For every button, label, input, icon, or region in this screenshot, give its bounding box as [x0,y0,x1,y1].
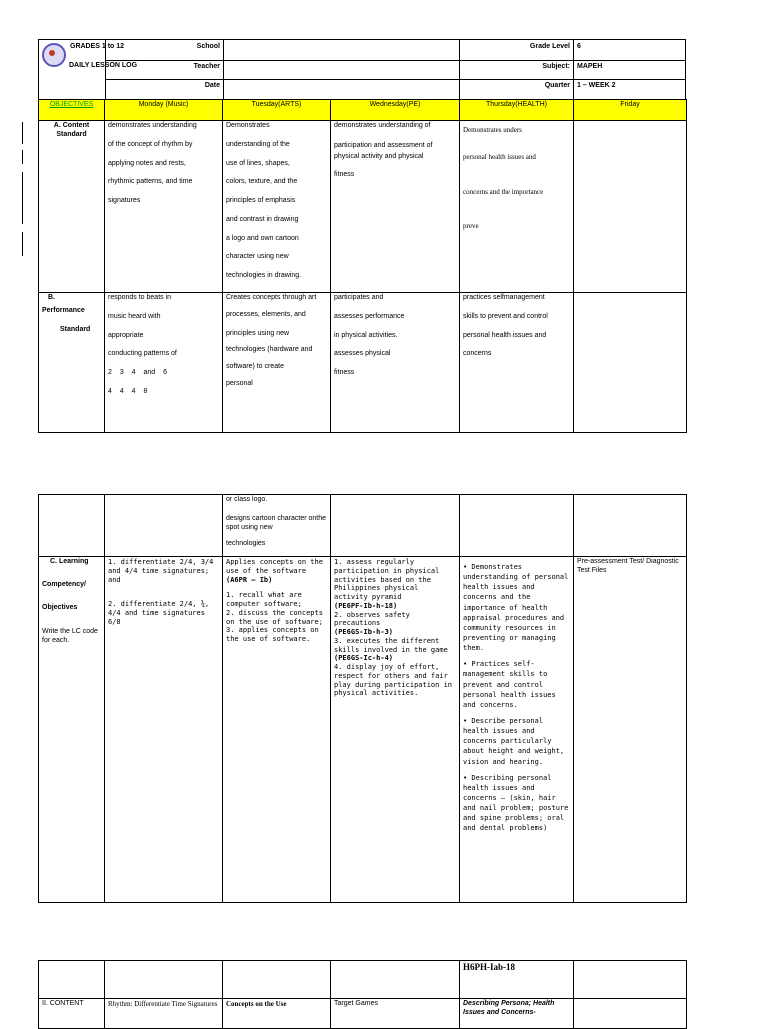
text-line: assesses physical [334,350,391,358]
quarter-label: Quarter [544,82,570,89]
thursday-content-standard [460,121,574,293]
subject-label: Subject: [542,63,570,70]
text-line: fitness [334,369,355,376]
text-line: understanding of the [226,140,290,148]
text-line: character using new [226,253,289,261]
monday-content: Rhythm: Differentiate Time Signatures [105,999,223,1029]
text-line: applying notes and rests, [108,159,186,167]
school-label: School [196,43,220,50]
standards-table [38,99,687,433]
date-label: Date [204,82,220,89]
empty-cell [223,961,331,999]
empty-cell [574,961,687,999]
monday-competency [105,557,223,903]
friday-performance-standard [574,293,687,433]
content-label: II. CONTENT [39,999,105,1029]
lc-code: (A6PR – Ib) [226,575,273,584]
label-line: A. Content [53,122,90,129]
label-line: Standard [56,130,87,138]
text-line: demonstrates understanding [108,122,197,129]
content-standard-row [39,121,687,293]
friday-header: Friday [574,100,687,121]
text-line: 1. assess regularly participation in physical activities based on the Philippines physical activity pyramid [334,558,440,601]
empty-cell [574,495,687,557]
bullet-item: • Describe personal health issues and concerns particularly about height and weight, vision and hearing. [463,716,565,766]
text-line: preve [463,222,479,231]
empty-cell [331,495,460,557]
text-line: personal health issues and [463,331,547,339]
thursday-competency [460,557,574,903]
content-table [38,960,687,1029]
grade-level-value: 6 [577,43,581,50]
text-line: conducting patterns of [108,350,177,358]
tuesday-header: Tuesday(ARTS) [223,100,331,121]
text-line: processes, elements, and [226,310,306,318]
text-line: 4 4 4 8 [108,387,148,395]
grades-label: GRADES 1 to 12 [70,43,125,50]
tuesday-continued [223,495,331,557]
text-line: technologies [226,540,266,548]
wednesday-header: Wednesday(PE) [331,100,460,121]
performance-standard-row [39,293,687,433]
text-line: physical activity and physical [334,152,424,160]
thursday-performance-standard [460,293,574,433]
day-header-row [39,100,687,121]
text-line: Creates concepts through art [226,294,317,301]
text-line: technologies (hardware and [226,346,313,354]
text-line: personal [226,379,253,387]
text-line: software) to create [226,363,284,370]
text-line: 2. discuss the concepts on the use of software; [226,608,323,626]
text-line: Demonstrates unders [463,126,522,134]
text-line: 4. display joy of effort, respect for others and fair play during participation in physical activities. [334,663,453,698]
text-line: and contrast in drawing [226,215,299,223]
wednesday-content-standard [331,121,460,293]
objectives-header: OBJECTIVES [39,100,105,121]
empty-cell [39,495,105,557]
performance-standard-label [39,293,105,433]
wednesday-performance-standard [331,293,460,433]
text-line: principles of emphasis [226,197,296,204]
text-line: 1. recall what are computer software; [226,591,302,608]
content-row [39,999,687,1029]
lc-code: (PE6GS-Ic-h-4) [334,654,394,663]
header-block [38,39,686,100]
tuesday-content: Concepts on the Use [223,999,331,1029]
label-line: B. [48,294,55,301]
text-line: 2. observes safety precautions [334,610,410,628]
content-standard-label [39,121,105,293]
empty-cell [105,961,223,999]
thursday-content: Describing Persona; Health Issues and Concerns- [460,999,574,1029]
text-line: demonstrates understanding of [334,122,431,129]
text-line: signatures [108,197,141,204]
log-title: DAILY LESSON LOG [69,62,138,69]
label-line: Standard [60,325,91,333]
label-line: Performance [42,306,85,314]
monday-content-standard [105,121,223,293]
text-line: personal health issues and [463,152,536,161]
learning-competency-row [39,557,687,903]
text-line: participates and [334,294,384,301]
text-line: designs cartoon character onthe spot using new [226,514,327,531]
code-row [39,961,687,999]
text-line: concerns [463,350,492,358]
text-line: 3. applies concepts on the use of software. [226,626,319,643]
text-line: colors, texture, and the [226,178,298,186]
text-line: 2 3 4 and 6 [108,369,168,376]
monday-performance-standard [105,293,223,433]
bullet-item: • Practices self-management skills to prevent and control personal health issues and concerns. [463,660,556,709]
empty-cell [574,999,687,1029]
text-line: assesses performance [334,312,405,320]
tuesday-content-standard [223,121,331,293]
text-line: concerns and the importance [463,187,544,196]
text-line: 2. differentiate 2/4, ¾, 4/4 and time signatures 6/8 [108,600,210,626]
empty-cell [105,495,223,557]
text-line: skills to prevent and control [463,312,548,320]
wednesday-content: Target Games [331,999,460,1029]
text-line: music heard with [108,312,161,320]
label-line: Competency/ [42,580,86,588]
bullet-item: • Describing personal health issues and concerns – (skin, hair and nail problem; posture and spine problems; oral and dental problems) [463,773,569,833]
lc-code: (PE6GS-Ib-h-3) [334,628,394,636]
text-line: participation and assessment of [334,141,433,149]
empty-cell [460,495,574,557]
learning-competency-label [39,557,105,903]
text-line: or class logo. [226,496,268,503]
friday-content-standard [574,121,687,293]
text-line: technologies in drawing. [226,272,302,279]
text-line: use of lines, shapes, [226,159,290,167]
friday-competency: Pre-assessment Test/ Diagnostic Test Files [574,557,687,903]
empty-cell [331,961,460,999]
bullet-item: • Demonstrates understanding of personal health issues and concerns and the importance of health appraisal procedures and community resources in preventing or managing them. [463,563,569,653]
monday-header: Monday (Music) [105,100,223,121]
text-line: appropriate [108,331,144,339]
grade-level-label: Grade Level [529,43,570,50]
text-line: 1. differentiate 2/4, 3/4 and 4/4 time signatures; and [108,558,214,584]
tuesday-competency [223,557,331,903]
text-line: responds to beats in [108,294,172,301]
teacher-label: Teacher [193,63,220,70]
text-line: 3. executes the different skills involved in the game [334,636,448,654]
lc-code: (PE6PF-Ib-h-18) [334,601,398,610]
deped-seal-icon [42,43,66,67]
competency-table [38,494,687,903]
label-line: Write the LC code for each. [42,628,98,644]
text-line: Applies concepts on the use of the software [226,558,323,575]
text-line: rhythmic patterns, and time [108,178,193,186]
empty-cell [39,961,105,999]
margin-mark [22,232,23,256]
subject-value: MAPEH [577,63,603,70]
text-line: a logo and own cartoon [226,234,299,242]
text-line: in physical activities. [334,331,398,339]
text-line: of the concept of rhythm by [108,140,193,148]
text-line: practices selfmanagement [463,294,545,301]
margin-mark [22,122,23,144]
text-line: Demonstrates [226,122,270,129]
thursday-lc-code: H6PH-Iab-18 [460,961,574,999]
wednesday-competency [331,557,460,903]
tuesday-performance-standard [223,293,331,433]
label-line: Objectives [42,603,78,611]
text-line: principles using new [226,329,290,337]
margin-mark [22,172,23,224]
continued-row [39,495,687,557]
margin-mark [22,150,23,164]
label-line: C. Learning [50,558,89,565]
thursday-header: Thursday(HEALTH) [460,100,574,121]
text-line: fitness [334,171,355,179]
quarter-value: 1 – WEEK 2 [577,82,616,89]
